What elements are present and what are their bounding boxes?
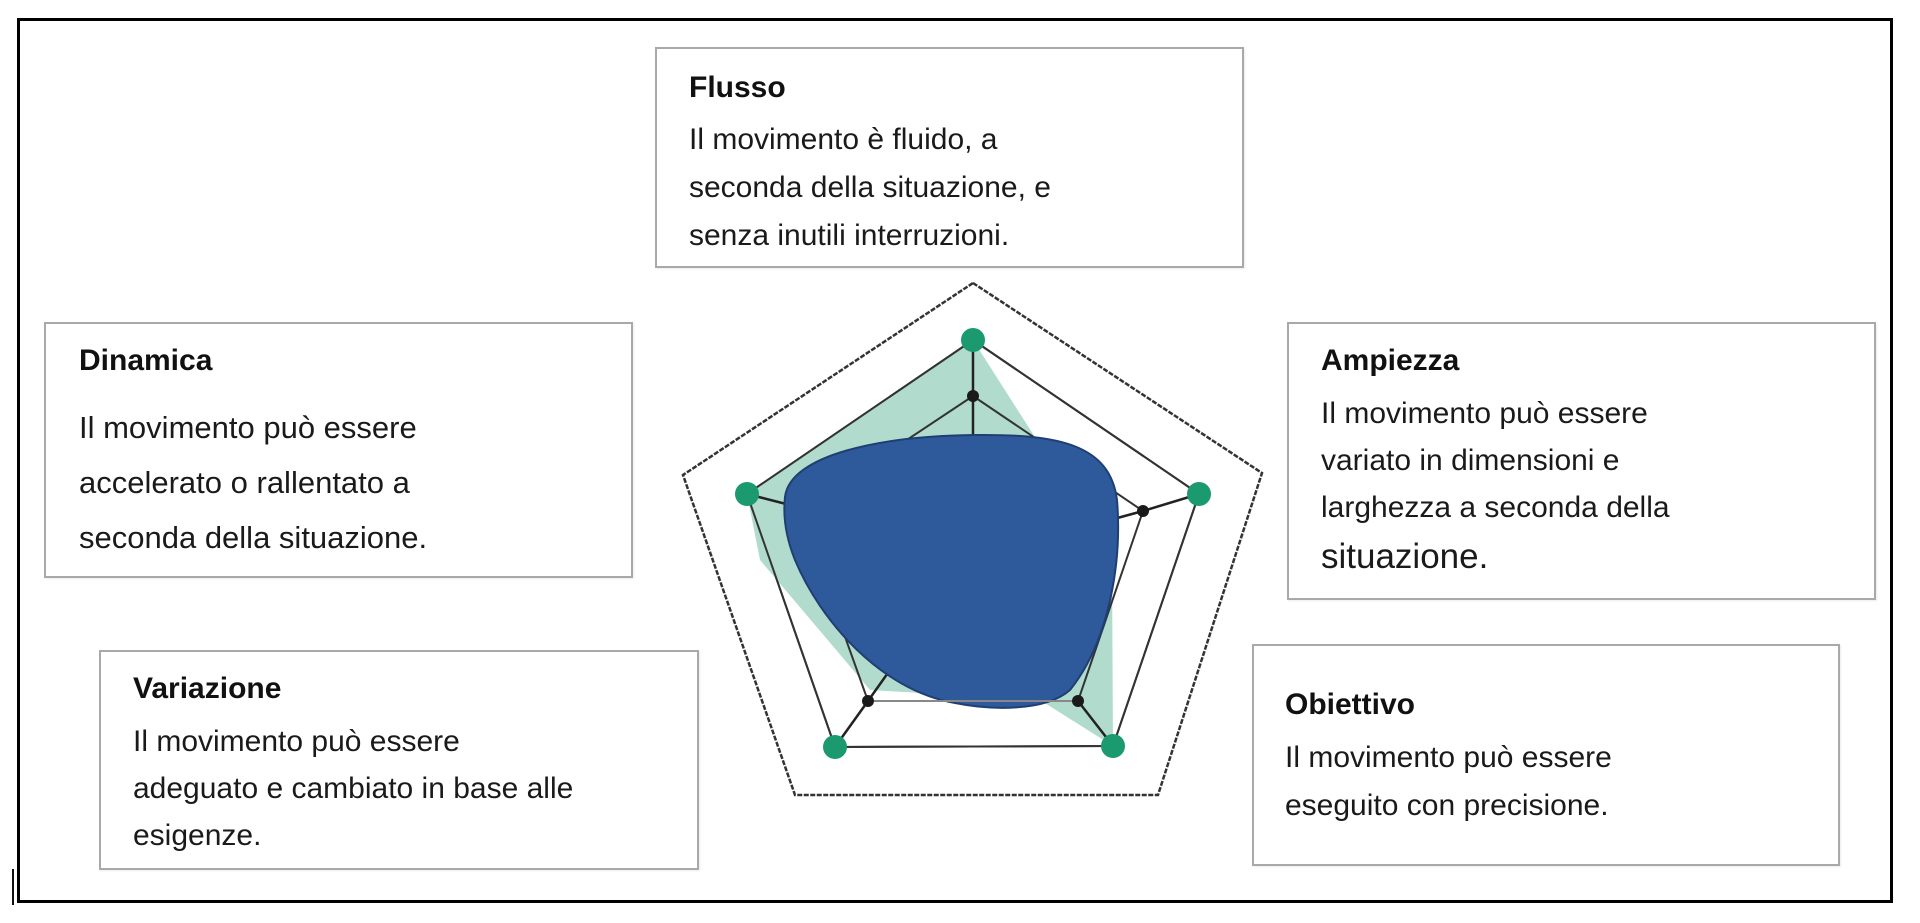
- card-description: [133, 718, 573, 859]
- card-title: Obiettivo: [1285, 688, 1416, 721]
- card-obiettivo: [1252, 644, 1840, 866]
- card-line: senza inutili interruzioni.: [689, 219, 1010, 252]
- card-description: [689, 116, 1051, 260]
- card-title: Dinamica: [79, 344, 213, 377]
- card-variazione: [99, 650, 699, 870]
- card-title: Variazione: [133, 672, 282, 705]
- card-dinamica: [44, 322, 633, 578]
- card-ampiezza: [1287, 322, 1876, 600]
- card-line: variato in dimensioni e: [1321, 444, 1620, 477]
- card-line: esigenze.: [133, 819, 262, 852]
- card-line: Il movimento può essere: [1321, 397, 1648, 430]
- card-flusso: [655, 47, 1244, 268]
- card-line: seconda della situazione.: [79, 520, 428, 555]
- scan-edge-line: [12, 869, 14, 905]
- card-line: Il movimento è fluido, a: [689, 123, 998, 156]
- card-line: larghezza a seconda della: [1321, 491, 1670, 524]
- card-line: situazione.: [1321, 537, 1489, 576]
- card-description: [79, 400, 427, 565]
- card-line: Il movimento può essere: [79, 410, 417, 445]
- card-description: [1321, 390, 1670, 583]
- card-title: Flusso: [689, 71, 786, 104]
- card-title: Ampiezza: [1321, 344, 1460, 377]
- card-line: adeguato e cambiato in base alle: [133, 772, 574, 805]
- card-line: Il movimento può essere: [133, 725, 460, 758]
- card-line: seconda della situazione, e: [689, 171, 1051, 204]
- card-line: eseguito con precisione.: [1285, 789, 1609, 822]
- card-line: Il movimento può essere: [1285, 741, 1612, 774]
- card-line: accelerato o rallentato a: [79, 465, 410, 500]
- card-description: [1285, 734, 1612, 830]
